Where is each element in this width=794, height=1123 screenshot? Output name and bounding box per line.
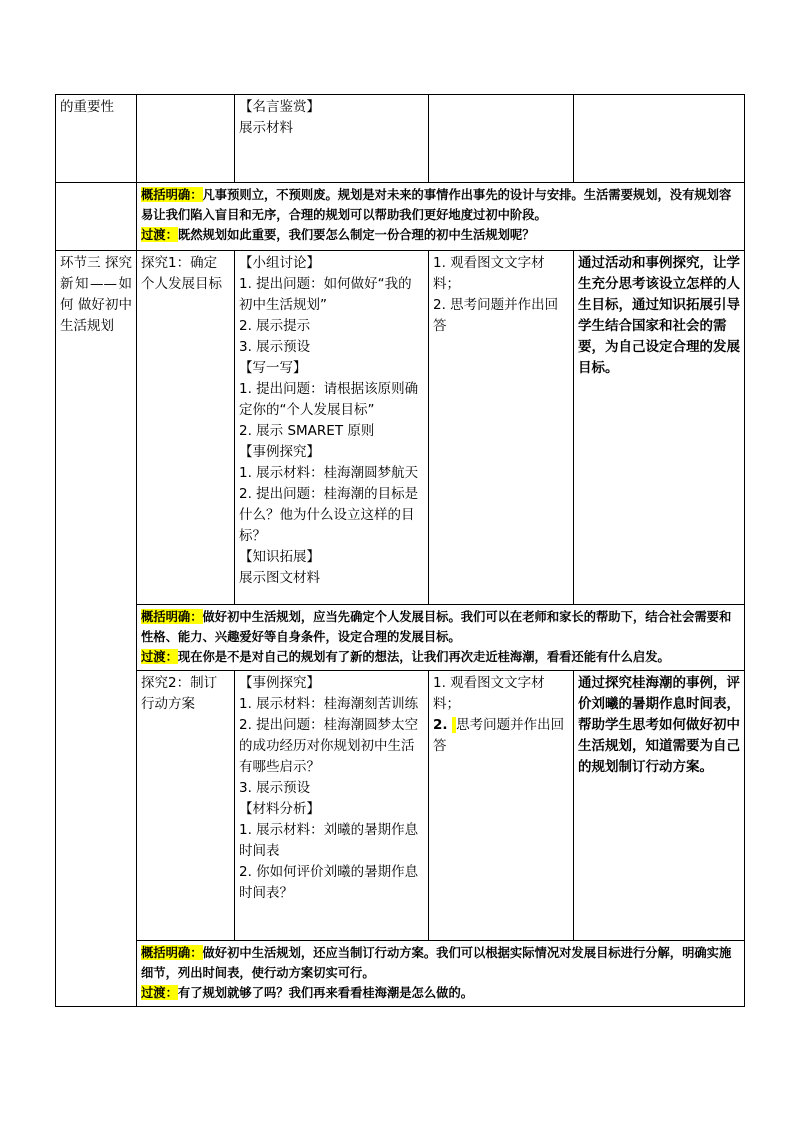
table-row [56, 251, 745, 605]
student-cell [429, 95, 574, 183]
activity-line: 1. 展示材料：刘曦的暑期作息时间表 [239, 822, 419, 859]
intent-cell [574, 251, 745, 605]
summary-label: 概括明确： [141, 187, 203, 202]
summary-label: 概括明确： [141, 609, 203, 624]
activity-line: 3. 展示预设 [239, 780, 311, 796]
transition-label: 过渡： [141, 985, 178, 1000]
explore-title: 探究1：确定个人发展目标 [141, 255, 222, 292]
student-text: 思考问题并作出回答 [433, 717, 565, 754]
transition-label: 过渡： [141, 649, 178, 664]
activity-line: 1. 展示材料：桂海潮刻苦训练 [239, 696, 419, 712]
activity-line: 2. 提出问题：桂海潮的目标是什么？他为什么设立这样的目标？ [239, 486, 419, 544]
activity-line: 【写一写】 [239, 360, 307, 376]
intent-cell [574, 671, 745, 941]
activity-line: 【材料分析】 [239, 801, 320, 817]
summary-row [56, 605, 745, 671]
summary-cell [137, 941, 745, 1007]
explore-title: 探究2：制订行动方案 [141, 675, 218, 712]
table-row [56, 671, 745, 941]
activity-line: 【小组讨论】 [239, 255, 320, 271]
student-cell [429, 251, 574, 605]
table-row [56, 95, 745, 183]
activity-line: 1. 提出问题：请根据该原则确定你的“个人发展目标” [239, 381, 419, 418]
intent-text: 通过探究桂海潮的事例，评价刘曦的暑期作息时间表，帮助学生思考如何做好初中生活规划，知道需要为自己的规划制订行动方案。 [578, 675, 740, 775]
student-line [433, 715, 569, 757]
activity-line: 展示材料 [239, 120, 293, 136]
activity-line: 展示图文材料 [239, 570, 320, 586]
activity-line: 【名言鉴赏】 [239, 99, 320, 115]
stage-cell [56, 183, 137, 251]
activity-cell [235, 95, 429, 183]
summary-label: 概括明确： [141, 945, 203, 960]
intent-text: 通过活动和事例探究，让学生充分思考该设立怎样的人生目标，通过知识拓展引导学生结合国家和社会的需要，为自己设定合理的发展目标。 [578, 255, 740, 376]
activity-line: 【事例探究】 [239, 675, 320, 691]
student-line: 1. 观看图文文字材料； [433, 255, 545, 292]
explore-cell [137, 95, 235, 183]
explore-cell [137, 671, 235, 941]
summary-row [56, 183, 745, 251]
activity-line: 1. 提出问题：如何做好“我的初中生活规划” [239, 276, 412, 313]
activity-line: 【事例探究】 [239, 444, 320, 460]
activity-line: 2. 展示 SMARET 原则 [239, 423, 375, 439]
transition-text: 现在你是不是对自己的规划有了新的想法，让我们再次走近桂海潮，看看还能有什么启发。 [177, 649, 670, 664]
transition-label: 过渡： [141, 227, 178, 242]
student-line: 1. 观看图文文字材料； [433, 675, 545, 712]
summary-row [56, 941, 745, 1007]
activity-line: 2. 你如何评价刘曦的暑期作息时间表？ [239, 864, 419, 901]
student-cell [429, 671, 574, 941]
activity-cell [235, 251, 429, 605]
transition-text: 有了规划就够了吗？我们再来看看桂海潮是怎么做的。 [177, 985, 474, 1000]
stage-title: 环节三 探究新知——如 何 做好初中生活规划 [60, 255, 132, 334]
summary-text: 做好初中生活规划，应当先确定个人发展目标。我们可以在老师和家长的帮助下，结合社会需要和性格、能力、兴趣爱好等自身条件，设定合理的发展目标。 [141, 609, 732, 644]
summary-cell [137, 605, 745, 671]
transition-text: 既然规划如此重要，我们要怎么制定一份合理的初中生活规划呢？ [177, 227, 535, 242]
activity-line: 3. 展示预设 [239, 339, 311, 355]
intent-cell [574, 95, 745, 183]
activity-line: 1. 展示材料：桂海潮圆梦航天 [239, 465, 419, 481]
activity-line: 【知识拓展】 [239, 549, 320, 565]
lesson-plan-table [55, 94, 745, 1007]
student-number: 2. [433, 717, 448, 733]
student-line: 2. 思考问题并作出回答 [433, 297, 559, 334]
summary-text: 做好初中生活规划，还应当制订行动方案。我们可以根据实际情况对发展目标进行分解，明确实施细节，列出时间表，使行动方案切实可行。 [141, 945, 732, 980]
stage-cell [56, 251, 137, 1007]
explore-cell [137, 251, 235, 605]
summary-text: 凡事预则立，不预则废。规划是对未来的事情作出事先的设计与安排。生活需要规划，没有规划容易让我们陷入盲目和无序，合理的规划可以帮助我们更好地度过初中阶段。 [141, 187, 732, 222]
activity-cell [235, 671, 429, 941]
summary-cell [137, 183, 745, 251]
activity-line: 2. 展示提示 [239, 318, 311, 334]
activity-line: 2. 提出问题：桂海潮圆梦太空的成功经历对你规划初中生活有哪些启示？ [239, 717, 419, 775]
stage-cell [56, 95, 137, 183]
stage-text: 的重要性 [60, 99, 114, 115]
